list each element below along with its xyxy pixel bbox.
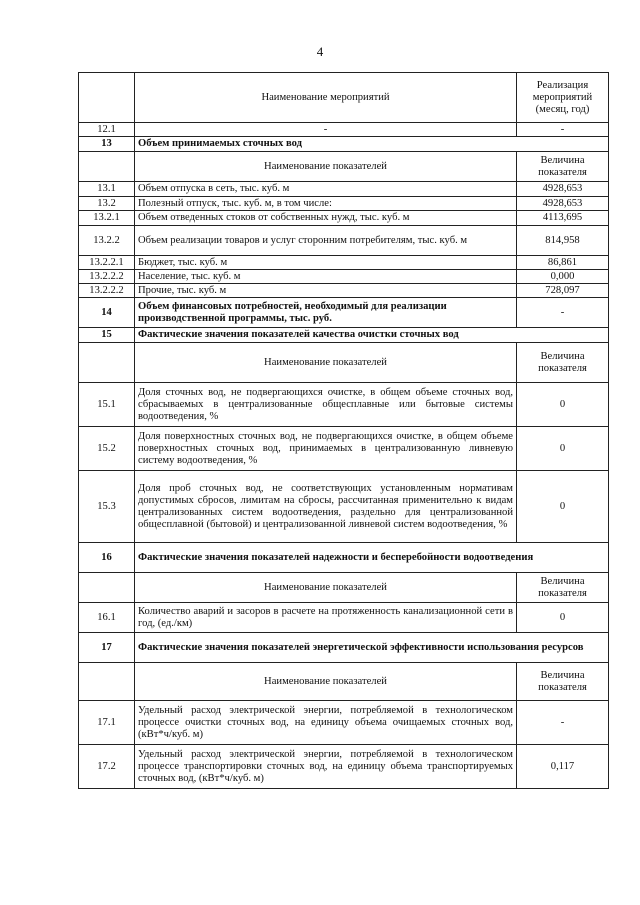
- section-num: 16: [79, 543, 135, 573]
- section-15-subheader-row: [79, 343, 609, 383]
- table-header-row: [79, 73, 609, 123]
- row-name: Доля сточных вод, не подвергающихся очистке, в общем объеме сточных вод, сбрасываемых в централизованные общесплавные или бытовые системы водоотведения, %: [135, 383, 517, 427]
- section-title: Фактические значения показателей надежности и бесперебойности водоотведения: [135, 543, 609, 573]
- table-row: [79, 211, 609, 226]
- table-row: [79, 270, 609, 284]
- row-value: 814,958: [517, 226, 609, 256]
- section-value: -: [517, 298, 609, 328]
- table-row: [79, 471, 609, 543]
- section-title: Фактические значения показателей энергетической эффективности использования ресурсов: [135, 633, 609, 663]
- row-name: Количество аварий и засоров в расчете на протяженность канализационной сети в год, (ед./км): [135, 603, 517, 633]
- table-row: [79, 256, 609, 270]
- row-name: Объем отпуска в сеть, тыс. куб. м: [135, 182, 517, 197]
- section-17-title-row: [79, 633, 609, 663]
- row-name: Население, тыс. куб. м: [135, 270, 517, 284]
- header-num-cell: [79, 73, 135, 123]
- row-num: 12.1: [79, 123, 135, 137]
- row-num: 15.2: [79, 427, 135, 471]
- row-name: Удельный расход электрической энергии, потребляемой в технологическом процессе транспортировки сточных вод, на единицу объема транспортируемых сточных вод, (кВт*ч/куб. м): [135, 745, 517, 789]
- row-value: 4928,653: [517, 182, 609, 197]
- table-row: [79, 197, 609, 211]
- row-name: Полезный отпуск, тыс. куб. м, в том числе:: [135, 197, 517, 211]
- row-num: 13.2.2.2: [79, 270, 135, 284]
- table-row: [79, 182, 609, 197]
- row-num: 13.2: [79, 197, 135, 211]
- subheader-value: Величина показателя: [517, 573, 609, 603]
- row-name: -: [135, 123, 517, 137]
- row-value: 0,117: [517, 745, 609, 789]
- section-16-title-row: [79, 543, 609, 573]
- row-value: 4928,653: [517, 197, 609, 211]
- section-16-subheader-row: [79, 573, 609, 603]
- row-value: 0: [517, 603, 609, 633]
- row-value: 0: [517, 383, 609, 427]
- row-num: 13.1: [79, 182, 135, 197]
- table-row: [79, 603, 609, 633]
- subheader-num-cell: [79, 573, 135, 603]
- section-14-row: [79, 298, 609, 328]
- subheader-name: Наименование показателей: [135, 343, 517, 383]
- row-value: 86,861: [517, 256, 609, 270]
- section-num: 13: [79, 137, 135, 152]
- row-num: 15.3: [79, 471, 135, 543]
- row-value: 0: [517, 471, 609, 543]
- row-num: 16.1: [79, 603, 135, 633]
- page-number: 4: [316, 44, 324, 59]
- subheader-num-cell: [79, 152, 135, 182]
- row-value: -: [517, 123, 609, 137]
- row-name: Удельный расход электрической энергии, потребляемой в технологическом процессе очистки сточных вод, на единицу объема очищаемых сточных вод, (кВт*ч/куб. м): [135, 701, 517, 745]
- row-name: Доля проб сточных вод, не соответствующих установленным нормативам допустимых сбросов, лимитам на сбросы, рассчитанная применительно к видам централизованных систем водоотведения, раздельно для централизованной общесплавной (бытовой) и централизованной ливневой систем водоотведения, %: [135, 471, 517, 543]
- section-title: Объем принимаемых сточных вод: [135, 137, 609, 152]
- section-num: 14: [79, 298, 135, 328]
- table-row: [79, 383, 609, 427]
- subheader-value: Величина показателя: [517, 152, 609, 182]
- row-value: 0: [517, 427, 609, 471]
- row-value: 4113,695: [517, 211, 609, 226]
- section-title: Объем финансовых потребностей, необходимый для реализации производственной программы, тыс. руб.: [135, 298, 517, 328]
- row-value: 0,000: [517, 270, 609, 284]
- section-15-title-row: [79, 328, 609, 343]
- subheader-value: Величина показателя: [517, 663, 609, 701]
- row-name: Бюджет, тыс. куб. м: [135, 256, 517, 270]
- row-value: 728,097: [517, 284, 609, 298]
- table-row: [79, 701, 609, 745]
- row-name: Объем реализации товаров и услуг сторонним потребителям, тыс. куб. м: [135, 226, 517, 256]
- subheader-name: Наименование показателей: [135, 663, 517, 701]
- table-row: [79, 745, 609, 789]
- row-value: -: [517, 701, 609, 745]
- row-num: 13.2.2.1: [79, 256, 135, 270]
- section-13-title-row: [79, 137, 609, 152]
- row-num: 17.2: [79, 745, 135, 789]
- subheader-num-cell: [79, 343, 135, 383]
- subheader-num-cell: [79, 663, 135, 701]
- table-row: [79, 123, 609, 137]
- section-num: 15: [79, 328, 135, 343]
- table-row: [79, 427, 609, 471]
- table-row: [79, 284, 609, 298]
- subheader-value: Величина показателя: [517, 343, 609, 383]
- header-realization-cell: Реализация мероприятий (месяц, год): [517, 73, 609, 123]
- section-17-subheader-row: [79, 663, 609, 701]
- row-num: 15.1: [79, 383, 135, 427]
- row-num: 13.2.2.2: [79, 284, 135, 298]
- section-title: Фактические значения показателей качества очистки сточных вод: [135, 328, 609, 343]
- table-row: [79, 226, 609, 256]
- section-13-subheader-row: [79, 152, 609, 182]
- row-num: 13.2.2: [79, 226, 135, 256]
- row-name: Доля поверхностных сточных вод, не подвергающихся очистке, в общем объеме поверхностных сточных вод, принимаемых в централизованную ливневую систему водоотведения, %: [135, 427, 517, 471]
- row-name: Объем отведенных стоков от собственных нужд, тыс. куб. м: [135, 211, 517, 226]
- subheader-name: Наименование показателей: [135, 573, 517, 603]
- row-num: 17.1: [79, 701, 135, 745]
- row-num: 13.2.1: [79, 211, 135, 226]
- header-name-cell: Наименование мероприятий: [135, 73, 517, 123]
- program-table: [78, 72, 609, 789]
- subheader-name: Наименование показателей: [135, 152, 517, 182]
- section-num: 17: [79, 633, 135, 663]
- row-name: Прочие, тыс. куб. м: [135, 284, 517, 298]
